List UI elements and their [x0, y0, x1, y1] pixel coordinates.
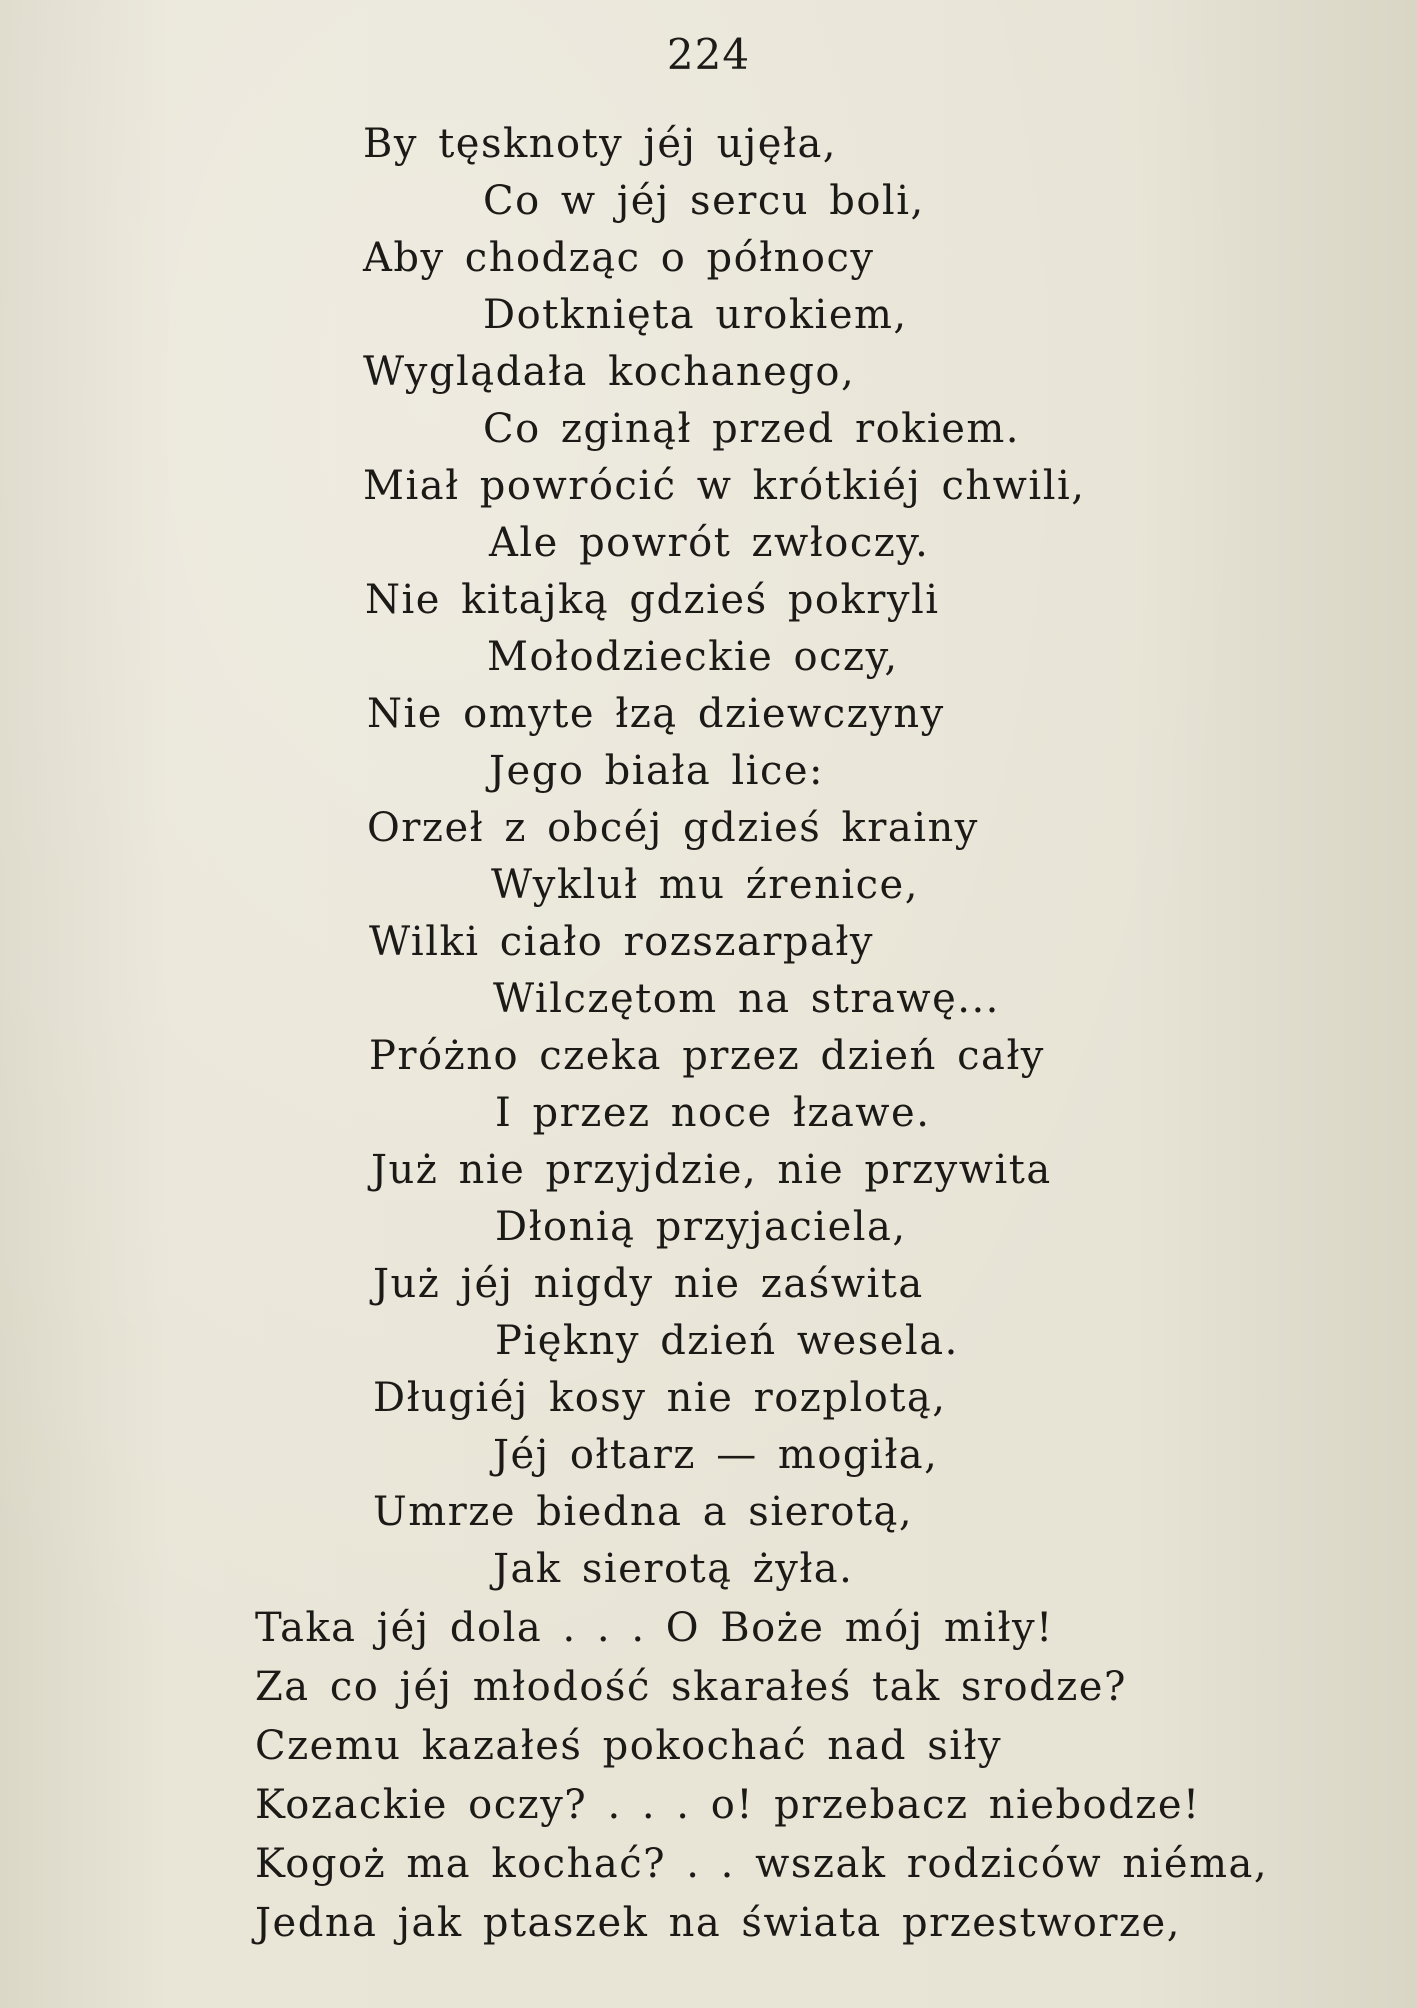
- poem-line: Za co jéj młodość skarałeś tak srodze?: [255, 1664, 1127, 1710]
- poem-line: Kozackie oczy? . . . o! przebacz niebodze!: [255, 1782, 1201, 1828]
- poem-line: Już nie przyjdzie, nie przywita: [371, 1147, 1052, 1193]
- poem-line: Umrze biedna a sierotą,: [373, 1489, 914, 1535]
- poem-line: Jego biała lice:: [489, 748, 825, 794]
- page-number: 224: [666, 30, 751, 79]
- poem-line: Czemu kazałeś pokochać nad siły: [255, 1723, 1003, 1769]
- poem-line: Co w jéj sercu boli,: [483, 178, 925, 224]
- poem-line: Taka jéj dola . . . O Boże mój miły!: [255, 1605, 1054, 1651]
- poem-line: Wilki ciało rozszarpały: [369, 919, 874, 965]
- poem-line: Dłonią przyjaciela,: [495, 1204, 907, 1250]
- poem-line: Co zginął przed rokiem.: [483, 406, 1021, 452]
- poem-line: Jedna jak ptaszek na świata przestworze,: [255, 1900, 1181, 1946]
- poem-line: Długiéj kosy nie rozplotą,: [373, 1375, 947, 1421]
- poem-line: Orzeł z obcéj gdzieś krainy: [367, 805, 979, 851]
- poem-line: Jéj ołtarz — mogiła,: [493, 1432, 939, 1478]
- poem-line: Nie omyte łzą dziewczyny: [367, 691, 945, 737]
- poem-line: Miał powrócić w krótkiéj chwili,: [363, 463, 1086, 509]
- poem-line: Jak sierotą żyła.: [493, 1546, 854, 1592]
- poem-line: Próżno czeka przez dzień cały: [369, 1033, 1045, 1079]
- poem-line: Już jéj nigdy nie zaświta: [373, 1261, 924, 1307]
- poem-line: Ale powrót zwłoczy.: [489, 520, 930, 566]
- poem-line: Aby chodząc o północy: [363, 235, 875, 281]
- poem-line: I przez noce łzawe.: [495, 1090, 931, 1136]
- poem-line: Dotknięta urokiem,: [483, 292, 908, 338]
- poem-line: Piękny dzień wesela.: [495, 1318, 959, 1364]
- poem-line: Nie kitajką gdzieś pokryli: [365, 577, 940, 623]
- poem-line: By tęsknoty jéj ujęła,: [363, 121, 838, 167]
- poem-line: Wilczętom na strawę...: [493, 976, 1000, 1022]
- poem-line: Wykluł mu źrenice,: [491, 862, 919, 908]
- poem-line: Wyglądała kochanego,: [363, 349, 856, 395]
- poem-line: Kogoż ma kochać? . . wszak rodziców niéma,: [255, 1841, 1269, 1887]
- poem-line: Mołodzieckie oczy,: [487, 634, 899, 680]
